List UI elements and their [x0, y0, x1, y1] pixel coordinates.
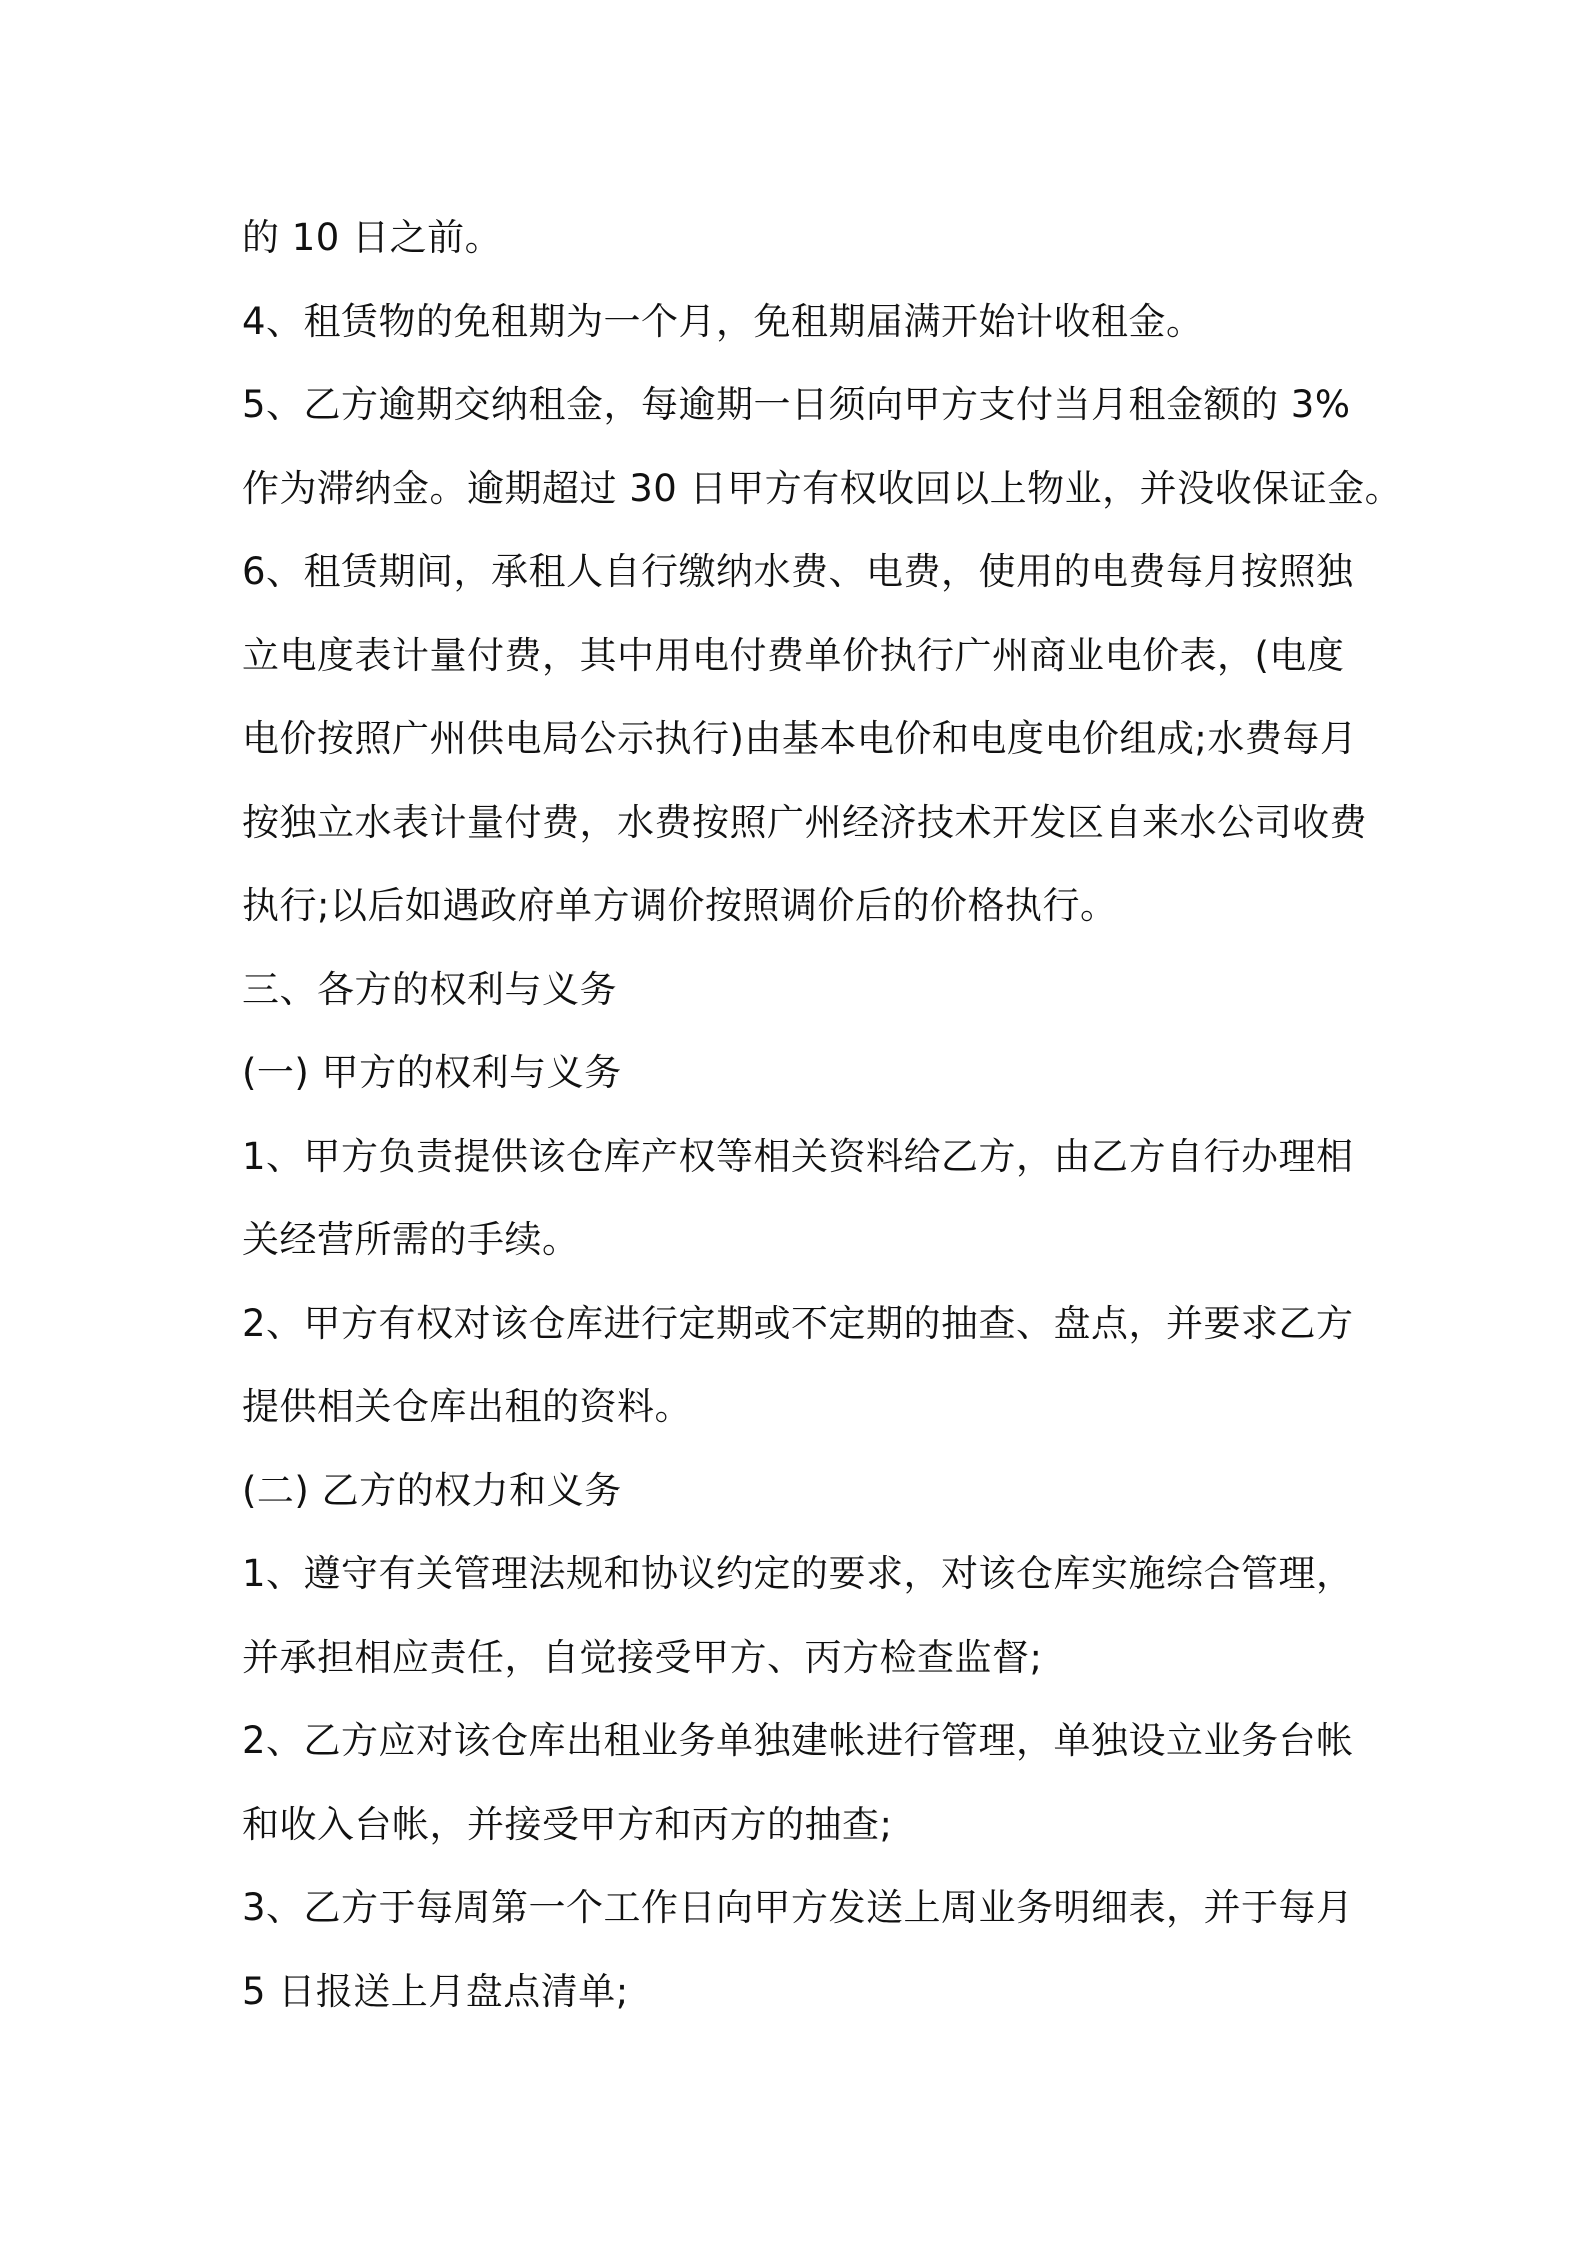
text-line: 提供相关仓库出租的资料。 — [242, 1385, 692, 1428]
text-line: 关经营所需的手续。 — [242, 1218, 580, 1261]
text-line: 电价按照广州供电局公示执行)由基本电价和电度电价组成;水费每月 — [242, 717, 1358, 760]
text-line: 和收入台帐，并接受甲方和丙方的抽查; — [242, 1802, 893, 1846]
text-line: 的 10 日之前。 — [242, 216, 503, 259]
section-heading: 三、各方的权利与义务 — [242, 967, 617, 1011]
text-line: 2、乙方应对该仓库出租业务单独建帐进行管理，单独设立业务台帐 — [242, 1719, 1354, 1762]
text-line: 6、租赁期间，承租人自行缴纳水费、电费，使用的电费每月按照独 — [242, 550, 1354, 593]
text-line: 4、租赁物的免租期为一个月，免租期届满开始计收租金。 — [242, 299, 1204, 343]
text-line: 5、乙方逾期交纳租金，每逾期一日须向甲方支付当月租金额的 3% — [242, 383, 1351, 426]
text-line: 1、遵守有关管理法规和协议约定的要求，对该仓库实施综合管理， — [242, 1552, 1354, 1595]
subsection-heading: (一) 甲方的权利与义务 — [242, 1051, 622, 1094]
text-line: 5 日报送上月盘点清单; — [242, 1969, 629, 2013]
text-line: 立电度表计量付费，其中用电付费单价执行广州商业电价表，(电度 — [242, 633, 1345, 677]
text-line: 3、乙方于每周第一个工作日向甲方发送上周业务明细表，并于每月 — [242, 1886, 1354, 1929]
text-line: 执行;以后如遇政府单方调价按照调价后的价格执行。 — [242, 884, 1118, 927]
text-line: 1、甲方负责提供该仓库产权等相关资料给乙方，由乙方自行办理相 — [242, 1134, 1354, 1178]
text-line: 按独立水表计量付费，水费按照广州经济技术开发区自来水公司收费 — [242, 800, 1367, 844]
document-body — [242, 196, 1403, 2033]
text-line: 2、甲方有权对该仓库进行定期或不定期的抽查、盘点，并要求乙方 — [242, 1301, 1354, 1345]
subsection-heading: (二) 乙方的权力和义务 — [242, 1468, 622, 1512]
text-line: 并承担相应责任，自觉接受甲方、丙方检查监督; — [242, 1635, 1043, 1679]
text-line: 作为滞纳金。逾期超过 30 日甲方有权收回以上物业，并没收保证金。 — [242, 466, 1403, 510]
